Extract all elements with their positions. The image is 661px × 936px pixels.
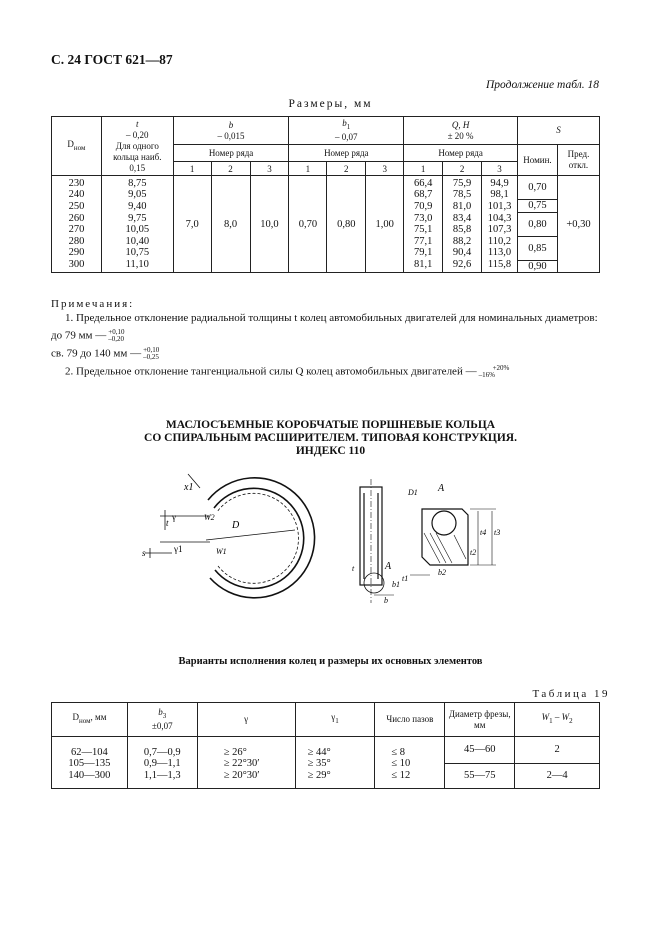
s-label: s <box>142 548 146 558</box>
col-gamma1: $\gamma_1$ <box>295 703 375 737</box>
t-label: t <box>166 518 169 528</box>
dnom-values: 230 240 250 260 270 280 290 300 <box>52 176 102 273</box>
q3-values: 94,9 98,1 101,3 104,3 107,3 110,2 113,0 115,8 <box>482 176 518 273</box>
units-caption: Размеры, мм <box>288 98 373 110</box>
table-19 <box>51 702 600 789</box>
w-value: 2—4 <box>546 770 568 781</box>
s-nominal-values <box>517 176 557 273</box>
col-dnom: $D_{ном}$, мм <box>52 703 128 737</box>
table-19-caption: Таблица 19 <box>532 688 610 700</box>
b1-value: 0,70 <box>289 176 327 273</box>
gamma1-label: γ1 <box>174 544 183 554</box>
col-q: Q, Н ± 20 % <box>404 117 518 145</box>
row-num: 1 <box>404 162 443 176</box>
q1-values: 66,4 68,7 70,9 73,0 75,1 77,1 79,1 81,1 <box>404 176 443 273</box>
col-w: $W_1 - W_2$ <box>515 703 600 737</box>
col-slots: Число пазов <box>375 703 445 737</box>
b-value: 7,0 <box>173 176 211 273</box>
b-value: 8,0 <box>211 176 250 273</box>
ring-drawing <box>140 470 330 620</box>
w-values <box>515 737 600 789</box>
col-t: t – 0,20 Для одного кольца наиб. 0,15 <box>101 117 173 176</box>
row-num: 3 <box>366 162 404 176</box>
row-number-header: Номер ряда <box>289 145 404 162</box>
row-number-header: Номер ряда <box>404 145 518 162</box>
mill-value: 45—60 <box>445 737 514 764</box>
s-nom: 0,70 <box>518 176 557 200</box>
col-s-limit: Пред. откл. <box>557 145 599 176</box>
q2-values: 75,9 78,5 81,0 83,4 85,8 88,2 90,4 92,6 <box>443 176 482 273</box>
d1-label: D1 <box>408 488 418 497</box>
row-num: 3 <box>250 162 289 176</box>
note-1: 1. Предельное отклонение радиальной толщины t колец автомобильных двигателей для номинальных диаметров: <box>65 311 598 324</box>
t1-label: t1 <box>402 574 409 583</box>
table-18 <box>51 116 600 273</box>
row-number-header: Номер ряда <box>173 145 289 162</box>
notes-title: Примечания: <box>51 298 135 310</box>
b2-label: b2 <box>438 568 446 577</box>
row-num: 3 <box>482 162 518 176</box>
b1-value: 1,00 <box>366 176 404 273</box>
t4-label: t4 <box>480 528 487 537</box>
row-num: 2 <box>211 162 250 176</box>
s-limit-value: +0,30 <box>557 176 599 273</box>
a-label: A <box>438 483 445 494</box>
t-section-label: t <box>352 564 355 573</box>
t2-label: t2 <box>470 548 477 557</box>
w-value: 2 <box>515 737 599 764</box>
notes <box>51 298 601 379</box>
col-gamma: γ <box>197 703 295 737</box>
row-num: 2 <box>327 162 366 176</box>
col-dnom: $D_{ном}$ <box>52 117 102 176</box>
b1-value: 0,80 <box>327 176 366 273</box>
col-s-nominal: Номин. <box>517 145 557 176</box>
b1-label: b1 <box>392 580 400 589</box>
col-b3: $b_3$ ±0,07 <box>127 703 197 737</box>
b3-values: 0,7—0,9 0,9—1,1 1,1—1,3 <box>127 737 197 789</box>
b-label: b <box>384 596 388 605</box>
s-nom: 0,80 <box>518 213 557 237</box>
page-header: С. 24 ГОСТ 621—87 <box>51 52 173 67</box>
mill-values <box>445 737 515 789</box>
note-1-line-1: до 79 мм — +0,10 –0,20 <box>51 328 125 343</box>
slots-values: ≤ 8 ≤ 10 ≤ 12 <box>375 737 445 789</box>
t-values: 8,75 9,05 9,40 9,75 10,05 10,40 10,75 11,10 <box>101 176 173 273</box>
dnom-values: 62—104 105—135 140—300 <box>52 737 128 789</box>
b-value: 10,0 <box>250 176 289 273</box>
section-title: МАСЛОСЪЕМНЫЕ КОРОБЧАТЫЕ ПОРШНЕВЫЕ КОЛЬЦА СО СПИРАЛЬНЫМ РАСШИРИТЕЛЕМ. ТИПОВАЯ КОНСТРУКЦИЯ. ИНДЕКС 110 <box>144 419 517 457</box>
note-2: 2. Предельное отклонение тангенциальной силы Q колец автомобильных двигателей — +20% –16% <box>65 364 510 380</box>
row-num: 2 <box>443 162 482 176</box>
a-view-label: A <box>385 561 392 572</box>
variants-title: Варианты исполнения колец и размеры их основных элементов <box>178 656 483 667</box>
gamma-values: ≥ 26° ≥ 22°30′ ≥ 20°30′ <box>197 737 295 789</box>
col-s: S <box>517 117 599 145</box>
section-drawing <box>350 475 530 610</box>
col-mill: Диаметр фрезы, мм <box>445 703 515 737</box>
col-b1: $b_1$ – 0,07 <box>289 117 404 145</box>
table-continuation: Продолжение табл. 18 <box>486 79 599 91</box>
s-nom: 0,75 <box>518 200 557 213</box>
col-b: b – 0,015 <box>173 117 289 145</box>
x1-label: x1 <box>184 482 194 493</box>
s-nom: 0,90 <box>528 260 547 272</box>
t3-label: t3 <box>494 528 501 537</box>
mill-value: 55—75 <box>463 770 496 781</box>
gamma-label: γ <box>172 512 176 522</box>
note-1-line-2: св. 79 до 140 мм — +0,10 –0,25 <box>51 346 160 362</box>
row-num: 1 <box>173 162 211 176</box>
w1-label: W1 <box>216 547 227 556</box>
row-num: 1 <box>289 162 327 176</box>
s-nom: 0,85 <box>518 237 557 261</box>
d-label: D <box>232 520 240 531</box>
w2-label: W2 <box>204 513 215 522</box>
gamma1-values: ≥ 44° ≥ 35° ≥ 29° <box>295 737 375 789</box>
